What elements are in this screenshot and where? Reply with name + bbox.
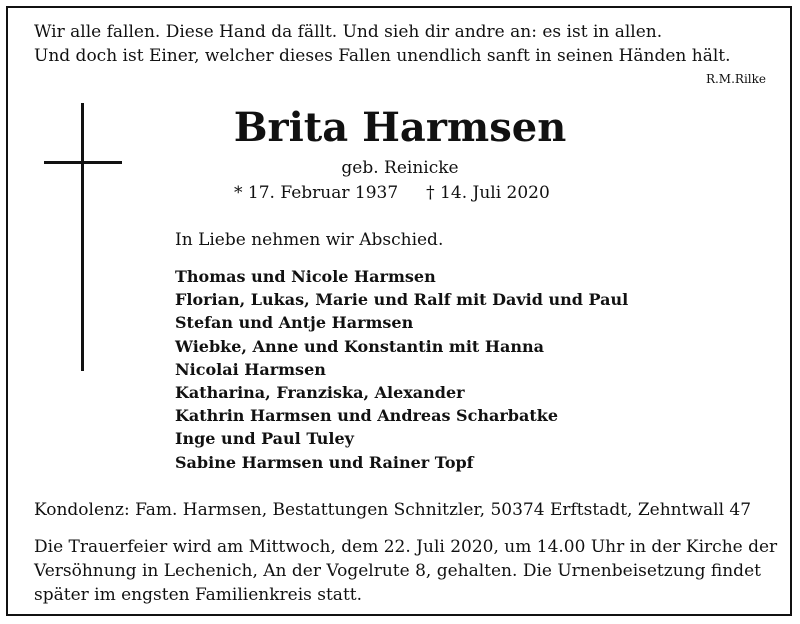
list-item: Wiebke, Anne und Konstantin mit Hanna — [175, 336, 545, 356]
ceremony-line: Versöhnung in Lechenich, An der Vogelrute 8, gehalten. Die Urnenbeisetzung findet — [34, 561, 761, 581]
rilke-quote — [34, 20, 731, 68]
ceremony-info — [34, 535, 778, 607]
quote-line: Und doch ist Einer, welcher dieses Fallen unendlich sanft in seinen Händen hält. — [34, 46, 731, 66]
quote-author: R.M.Rilke — [705, 72, 766, 86]
list-item: Nicolai Harmsen — [175, 359, 326, 379]
birth-date: * 17. Februar 1937 — [234, 183, 399, 203]
list-item: Inge und Paul Tuley — [175, 429, 354, 449]
list-item: Sabine Harmsen und Rainer Topf — [175, 452, 474, 472]
ceremony-line: später im engsten Familienkreis statt. — [34, 585, 363, 605]
quote-line: Wir alle fallen. Diese Hand da fällt. Und sieh dir andre an: es ist in allen. — [34, 22, 663, 42]
life-dates — [234, 183, 550, 203]
condolence-address: Kondolenz: Fam. Harmsen, Bestattungen Schnitzler, 50374 Erftstadt, Zehntwall 47 — [34, 500, 752, 520]
farewell-text: In Liebe nehmen wir Abschied. — [175, 230, 444, 250]
list-item: Florian, Lukas, Marie und Ralf mit David und Paul — [175, 290, 629, 310]
deceased-name: Brita Harmsen — [233, 104, 567, 151]
maiden-name: geb. Reinicke — [341, 158, 459, 178]
ceremony-line: Die Trauerfeier wird am Mittwoch, dem 22. Juli 2020, um 14.00 Uhr in der Kirche der — [34, 537, 778, 557]
death-date: † 14. Juli 2020 — [426, 183, 550, 203]
list-item: Thomas und Nicole Harmsen — [175, 267, 436, 286]
list-item: Katharina, Franziska, Alexander — [175, 383, 465, 403]
mourners-list — [175, 265, 628, 474]
list-item: Kathrin Harmsen und Andreas Scharbatke — [175, 406, 558, 426]
list-item: Stefan und Antje Harmsen — [175, 313, 414, 333]
